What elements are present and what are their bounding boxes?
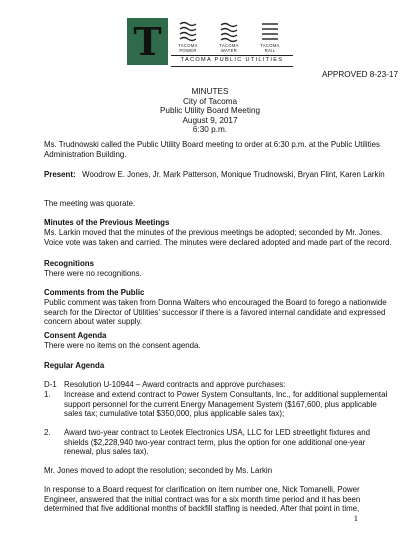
logo-name: TACOMA PUBLIC UTILITIES (171, 55, 293, 67)
minutes-header (0, 87, 420, 135)
list-item-number: 1. (44, 390, 51, 399)
city-name: City of Tacoma (183, 96, 237, 106)
list-item-text: Increase and extend contract to Power System Consultants, Inc., for additional supplemental support personnel for the current Energy Management System ($167,600, plus applicable sales tax; cumulative total $350,000, plus applicable sales tax); (64, 390, 388, 419)
page-number: 1 (353, 513, 358, 523)
logo-division-water: TACOMA WATER (219, 43, 239, 53)
consent-paragraph: There were no items on the consent agenda. (44, 341, 201, 350)
list-item-number: 2. (44, 428, 51, 437)
approved-stamp-text: APPROVED 8-23-17 (322, 70, 398, 79)
comments-paragraph: Public comment was taken from Donna Walters who encouraged the Board to forego a nationwide search for the Director of Utilities' successor if there is a favored internal candidate and expressed concern about water supply. (44, 298, 387, 327)
recognitions-paragraph: There were no recognitions. (44, 269, 142, 278)
logo-division-power: TACOMA POWER (178, 43, 198, 53)
logo-t-box (127, 18, 168, 65)
motion-paragraph: Mr. Jones moved to adopt the resolution; seconded by Ms. Larkin (44, 466, 273, 475)
response-paragraph: In response to a Board request for clarification on item number one, Nick Tomanelli, Power Engineer, answered that the initial contract was for a six month time period and it has been determined that five additional months of backfill staffing is needed. After that point in time, (44, 485, 361, 514)
comments-heading: Comments from the Public (44, 288, 145, 297)
recognitions-heading: Recognitions (44, 259, 94, 268)
logo-letter: T (133, 18, 162, 64)
intro-paragraph: Ms. Trudnowski called the Public Utility Board meeting to order at 6:30 p.m. at the Public Utilities Administration Building. (44, 140, 380, 159)
water-wave-icon (219, 20, 239, 42)
minutes-title: MINUTES (191, 87, 229, 96)
resolution-text: Resolution U-10944 – Award contracts and approve purchases: (64, 380, 286, 389)
minutes-paragraph: Ms. Larkin moved that the minutes of the previous meetings be adopted; seconded by Mr. Jones. Voice vote was taken and carried. The minutes were declared adopted and made part of the record. (44, 228, 392, 247)
regular-agenda-heading: Regular Agenda (44, 361, 105, 370)
rail-lines-icon (260, 20, 280, 42)
power-wave-icon (178, 20, 198, 42)
meeting-date: August 9, 2017 (182, 115, 238, 125)
logo-division-rail: TACOMA RAIL (260, 43, 280, 53)
meeting-time: 6:30 p.m. (192, 125, 228, 135)
present-names: Woodrow E. Jones, Jr. Mark Patterson, Monique Trudnowski, Bryan Flint, Karen Larkin (82, 170, 385, 179)
tacoma-public-utilities-logo (127, 18, 293, 65)
minutes-heading: Minutes of the Previous Meetings (44, 218, 170, 227)
board-name: Public Utility Board Meeting (159, 106, 261, 116)
present-paragraph (44, 170, 394, 180)
consent-heading: Consent Agenda (44, 331, 107, 340)
quorate-text: The meeting was quorate. (44, 199, 136, 208)
list-item-text: Award two-year contract to Leotek Electronics USA, LLC for LED streetlight fixtures and shields ($2,228,940 two-year contract term, plus the option for one additional one-year renewal, plus sales tax). (64, 428, 370, 457)
resolution-number: D-1 (44, 380, 57, 389)
present-label: Present: (44, 170, 76, 179)
